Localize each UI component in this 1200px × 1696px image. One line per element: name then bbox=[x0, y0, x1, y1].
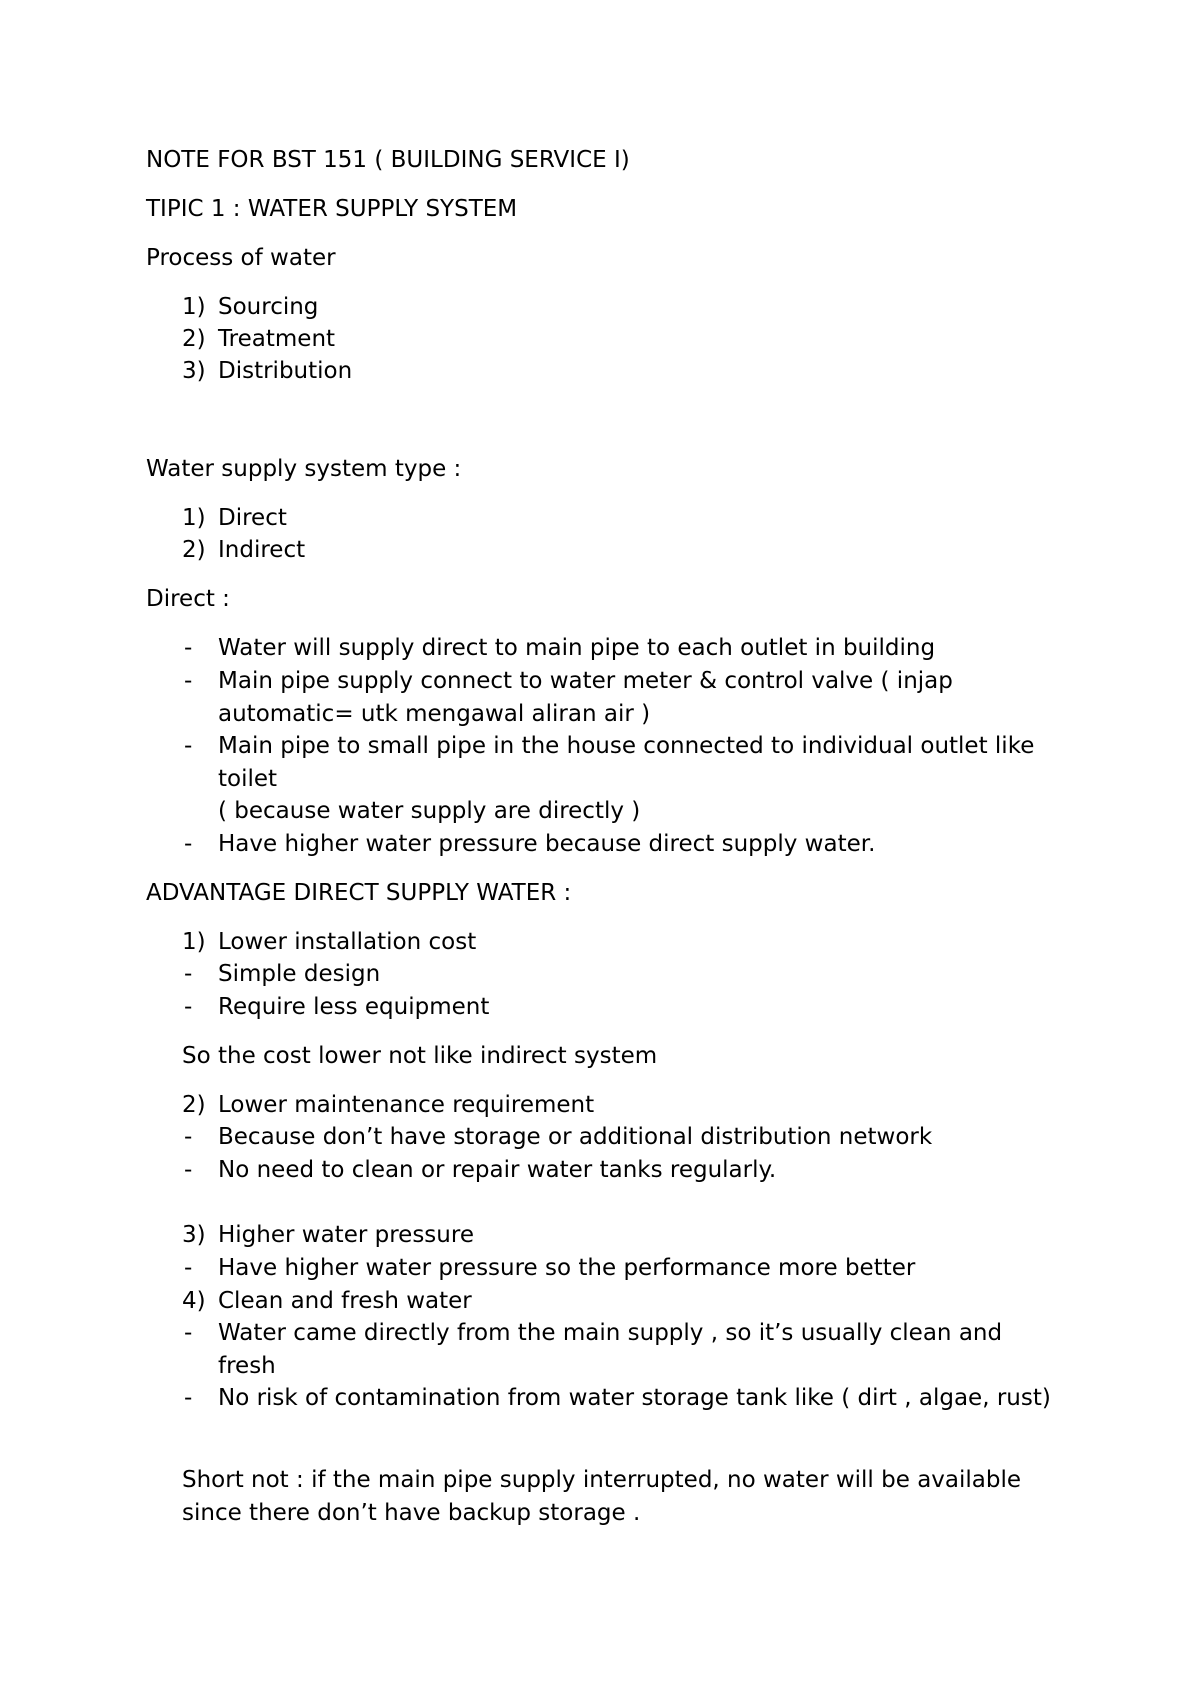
advantage-text: Clean and fresh water bbox=[218, 1288, 472, 1314]
list-item bbox=[182, 323, 1062, 356]
dash-marker: - bbox=[184, 961, 193, 987]
advantage-item bbox=[182, 1285, 1062, 1318]
bullet-item bbox=[182, 730, 1062, 828]
list-marker: 3) bbox=[182, 358, 206, 384]
bullet-text: No need to clean or repair water tanks regularly. bbox=[218, 1157, 777, 1183]
dash-marker: - bbox=[184, 994, 193, 1020]
list-marker: 1) bbox=[182, 294, 206, 320]
list-item-text: Direct bbox=[218, 505, 287, 531]
list-item bbox=[182, 534, 1062, 567]
bullet-text: No risk of contamination from water storage tank like ( dirt , algae, rust) bbox=[218, 1385, 1051, 1411]
bullet-item bbox=[182, 958, 1062, 991]
list-item-text: Treatment bbox=[218, 326, 336, 352]
bullet-item bbox=[182, 1252, 1062, 1285]
bullet-item bbox=[182, 632, 1062, 665]
topic-heading: TIPIC 1 : WATER SUPPLY SYSTEM bbox=[146, 196, 518, 222]
bullet-item bbox=[182, 665, 1062, 730]
bullet-text: Main pipe to small pipe in the house connected to individual outlet like toilet bbox=[218, 733, 1035, 792]
bullet-item bbox=[182, 1121, 1062, 1154]
advantage-heading: ADVANTAGE DIRECT SUPPLY WATER : bbox=[146, 880, 572, 906]
short-note: Short not : if the main pipe supply interrupted, no water will be available since there don’t have backup storage . bbox=[182, 1467, 1022, 1526]
dash-marker: - bbox=[184, 1157, 193, 1183]
advantage-text: Lower maintenance requirement bbox=[218, 1092, 595, 1118]
advantage-item bbox=[182, 926, 1062, 959]
document-title: NOTE FOR BST 151 ( BUILDING SERVICE I) bbox=[146, 147, 630, 173]
bullet-text: Simple design bbox=[218, 961, 381, 987]
process-heading: Process of water bbox=[146, 245, 336, 271]
list-marker: 2) bbox=[182, 537, 206, 563]
list-marker: 4) bbox=[182, 1288, 206, 1314]
bullet-text: Water will supply direct to main pipe to each outlet in building bbox=[218, 635, 936, 661]
dash-marker: - bbox=[184, 1124, 193, 1150]
direct-heading: Direct : bbox=[146, 586, 230, 612]
list-marker: 1) bbox=[182, 505, 206, 531]
list-item bbox=[182, 291, 1062, 324]
advantage-item bbox=[182, 1219, 1062, 1252]
dash-marker: - bbox=[184, 635, 193, 661]
bullet-text: Require less equipment bbox=[218, 994, 490, 1020]
dash-marker: - bbox=[184, 1255, 193, 1281]
list-marker: 1) bbox=[182, 929, 206, 955]
list-item bbox=[182, 502, 1062, 535]
bullet-text: Have higher water pressure so the performance more better bbox=[218, 1255, 916, 1281]
bullet-text: Water came directly from the main supply , so it’s usually clean and fresh bbox=[218, 1320, 1003, 1379]
bullet-continuation: ( because water supply are directly ) bbox=[218, 798, 641, 824]
list-item-text: Indirect bbox=[218, 537, 306, 563]
advantage-item bbox=[182, 1089, 1062, 1122]
list-marker: 3) bbox=[182, 1222, 206, 1248]
list-item-text: Sourcing bbox=[218, 294, 319, 320]
bullet-text: Because don’t have storage or additional distribution network bbox=[218, 1124, 933, 1150]
bullet-item bbox=[182, 828, 1062, 861]
dash-marker: - bbox=[184, 733, 193, 759]
type-heading: Water supply system type : bbox=[146, 456, 462, 482]
list-item-text: Distribution bbox=[218, 358, 353, 384]
bullet-text: Main pipe supply connect to water meter & control valve ( injap automatic= utk mengawal aliran air ) bbox=[218, 668, 953, 727]
bullet-item bbox=[182, 1154, 1062, 1187]
advantage-text: Lower installation cost bbox=[218, 929, 477, 955]
bullet-item bbox=[182, 1317, 1062, 1382]
advantage-note: So the cost lower not like indirect system bbox=[182, 1043, 658, 1069]
bullet-item bbox=[182, 991, 1062, 1024]
dash-marker: - bbox=[184, 831, 193, 857]
list-marker: 2) bbox=[182, 1092, 206, 1118]
bullet-item bbox=[182, 1382, 1062, 1415]
dash-marker: - bbox=[184, 1385, 193, 1411]
bullet-text: Have higher water pressure because direct supply water. bbox=[218, 831, 876, 857]
advantage-text: Higher water pressure bbox=[218, 1222, 474, 1248]
list-marker: 2) bbox=[182, 326, 206, 352]
list-item bbox=[182, 355, 1062, 388]
dash-marker: - bbox=[184, 668, 193, 694]
dash-marker: - bbox=[184, 1320, 193, 1346]
